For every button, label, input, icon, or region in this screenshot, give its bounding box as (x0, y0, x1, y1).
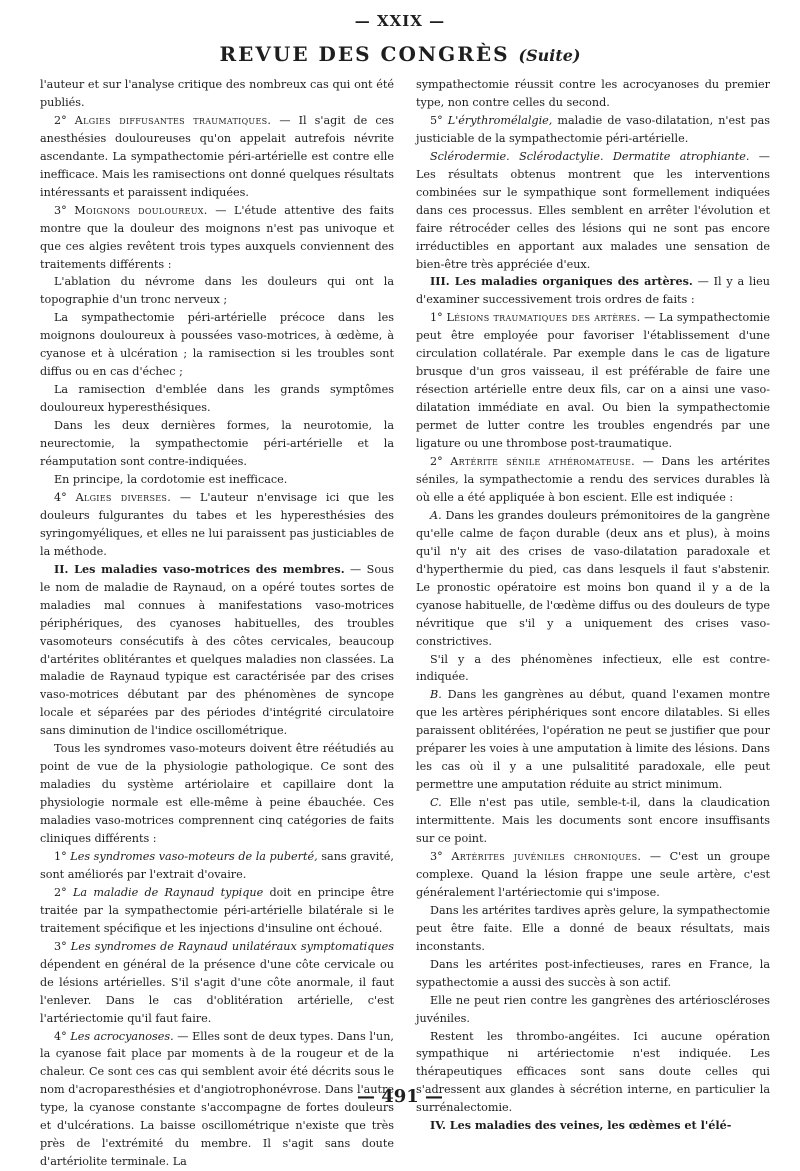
paragraph-text: — Il y a lieu d'examiner successivement trois ordres de faits : (416, 275, 770, 307)
paragraph: Elle ne peut rien contre les gangrènes des artérioscléroses juvéniles. (416, 993, 770, 1025)
paragraph: Dans les artérites tardives après gelure, la sympathectomie peut être faite. Elle a donné de beaux résultats, mais inconstants. (416, 903, 770, 953)
paragraph (416, 794, 770, 848)
paragraph: La sympathectomie péri-artérielle précoce dans les moignons douloureux à poussées vaso-motrices, à œdème, à cyanose et à ulcération ; la ramisection si les troubles sont diffus ou en cas d'échec ; (40, 311, 394, 379)
paragraph-text: — Il s'agit de ces anesthésies douloureuses qu'on appelait autrefois névrite ascendante. La sympathectomie péri-artérielle est contre elle inefficace. Mais les ramisections ont donné quelques résultats intéressants et paraissent indiquées. (40, 113, 394, 199)
section-heading: Artérites juvéniles chroniques. (451, 849, 642, 863)
paragraph-text: — Sous le nom de maladie de Raynaud, on a opéré toutes sortes de maladies mal connues à manifestations vaso-motrices périphériques, des cyanoses habituelles, des troubles vasomoteurs consécutifs à des côtes cervicales, beaucoup d'artérites oblitérantes et quelques maladies non classées. La maladie de Raynaud typique est caractérisée par des crises vaso-motrices débutant par des phénomènes de syncope locale et séparées par des périodes d'intégrité circulatoire sans diminution de l'indice oscillométrique. (40, 562, 394, 738)
paragraph-text: — C'est un groupe complexe. Quand la lésion frappe une seule artère, c'est généralement l'artériectomie qui s'impose. (416, 849, 770, 899)
paragraph (416, 686, 770, 794)
paragraph (40, 561, 394, 741)
paragraph-text: — L'auteur n'envisage ici que les douleurs fulgurantes du tabes et les hyperesthésies des syringomyéliques, et elles ne lui paraissent pas justiciables de la méthode. (40, 490, 394, 558)
section-heading: Les syndromes de Raynaud unilatéraux symptomatiques (70, 939, 394, 953)
left-column (40, 76, 394, 1171)
paragraph (40, 112, 394, 202)
item-number: 4° (54, 1029, 71, 1043)
paragraph-text: maladie de vaso-dilatation, n'est pas justiciable de la sympathectomie péri-artérielle. (416, 113, 770, 145)
right-column (416, 76, 770, 1135)
section-heading: Les acrocyanoses. (70, 1029, 174, 1043)
paragraph (416, 309, 770, 453)
paragraph (40, 202, 394, 274)
paragraph (416, 112, 770, 148)
paragraph: Tous les syndromes vaso-moteurs doivent être réétudiés au point de vue de la physiologie pathologique. Ce sont des maladies du système artériolaire et capillaire dont la physiologie normale est elle-même à peine ébauchée. Ces maladies vaso-motrices comprennent cinq catégories de faits cliniques différents : (40, 742, 394, 846)
paragraph-text: Elle n'est pas utile, semble-t-il, dans la claudication intermittente. Mais les documents sont encore insuffisants sur ce point. (416, 796, 770, 846)
section-heading: B. (430, 688, 442, 702)
section-heading: III. Les maladies organiques des artères. (430, 274, 693, 289)
section-heading: IV. Les maladies des veines, les œdèmes et l'élé- (430, 1118, 732, 1133)
section-heading: Algies diverses. (75, 490, 172, 504)
section-heading: Artérite sénile athéromateuse. (450, 455, 635, 469)
paragraph: sympathectomie réussit contre les acrocyanoses du premier type, non contre celles du second. (416, 78, 770, 109)
item-number: 2° (54, 885, 73, 899)
paragraph (416, 273, 770, 309)
paragraph-text: — L'étude attentive des faits montre que la douleur des moignons n'est pas univoque et que ces algies revêtent trois types auxquels conviennent des traitements différents : (40, 203, 394, 271)
section-heading: A. (430, 508, 442, 522)
section-heading: Moignons douloureux. (74, 203, 208, 217)
running-head-title: REVUE DES CONGRÈS (219, 42, 510, 66)
paragraph-text: Dans les grandes douleurs prémonitoires de la gangrène qu'elle calme de façon durable (deux ans et plus), à moins qu'il n'y ait des crises de vaso-dilatation paradoxale et d'hyperthermie du pied, cas dans lesquels il faut s'abstenir. Le pronostic opératoire est moins bon quand il y a de la cyanose habituelle, de l'œdème diffus ou des douleurs de type névritique que s'il y a uniquement des crises vaso-constrictives. (416, 508, 770, 648)
item-number: 1° (430, 311, 447, 325)
paragraph: En principe, la cordotomie est inefficace. (54, 472, 288, 486)
paragraph (40, 848, 394, 884)
roman-page-number: — XXIX — (354, 12, 446, 30)
paragraph (416, 507, 770, 651)
item-number: 4° (54, 490, 76, 504)
paragraph-text: — La sympathectomie peut être employée pour favoriser l'établissement d'une circulation collatérale. Par exemple dans le cas de ligature brusque d'un gros vaisseau, il est préférable de faire une résection artérielle entre deux fils, car on a ainsi une vaso-dilatation immédiate en aval. Ou bien la sympathectomie permet de lutter contre les troubles engendrés par une ligature ou une thrombose post-traumatique. (416, 311, 770, 451)
item-number: 2° (54, 113, 75, 127)
section-heading: Algies diffusantes traumatiques. (74, 113, 272, 127)
paragraph: Dans les artérites post-infectieuses, rares en France, la sypathectomie a aussi des succès à son actif. (416, 957, 770, 989)
running-head-suite: (Suite) (518, 46, 581, 65)
running-head (0, 42, 800, 66)
section-heading: Sclérodermie. Sclérodactylie. Dermatite atrophiante. (430, 149, 750, 163)
paragraph: L'ablation du névrome dans les douleurs qui ont la topographie d'un tronc nerveux ; (40, 275, 394, 307)
paragraph-text: Dans les gangrènes au début, quand l'examen montre que les artères périphériques sont encore dilatables. Si elles paraissent oblitérées, l'opération ne peut se justifier que pour préparer les voies à une amputation à limite des lésions. Dans les cas où il y a une pulsalitité paradoxale, elle peut permettre une amputation réduite au strict minimum. (416, 688, 770, 792)
item-number: 1° (54, 849, 71, 863)
item-number: 3° (430, 849, 452, 863)
section-heading: La maladie de Raynaud typique (72, 885, 264, 899)
paragraph-text: — Elles sont de deux types. Dans l'un, la cyanose fait place par moments à de la rougeur et de la chaleur. Ce sont ces cas qui semblent avoir été décrits sous le nom d'acroparesthésies et d'angiotrophonévrose. Dans l'autre type, la cyanose constante s'accompagne de fortes douleurs et d'ulcérations. La baisse oscillométrique n'existe que très près de l'extrémité du membre. Il s'agit sans doute d'artériolite terminale. La (40, 1029, 394, 1169)
item-number: 5° (430, 113, 448, 127)
section-heading: C. (430, 796, 442, 810)
paragraph-text: sans gravité, sont améliorés par l'extrait d'ovaire. (40, 849, 394, 881)
paragraph (416, 148, 770, 274)
paragraph (40, 884, 394, 938)
section-heading: II. Les maladies vaso-motrices des membres. (54, 561, 345, 576)
section-heading: Les syndromes vaso-moteurs de la puberté, (70, 849, 318, 863)
section-heading: L'érythromélalgie, (447, 113, 553, 127)
paragraph-text: — Dans les artérites séniles, la sympathectomie a rendu des services durables là où elle a été appliquée à bon escient. Elle est indiquée : (416, 455, 770, 504)
paragraph-text: doit en principe être traitée par la sympathectomie péri-artérielle bilatérale si le traitement spécifique et les injections d'insuline ont échoué. (40, 885, 394, 935)
item-number: 3° (54, 939, 71, 953)
paragraph (416, 453, 770, 507)
paragraph: S'il y a des phénomènes infectieux, elle est contre-indiquée. (416, 652, 770, 684)
paragraph: l'auteur et sur l'analyse critique des nombreux cas qui ont été publiés. (40, 78, 394, 109)
paragraph (40, 489, 394, 561)
item-number: 2° (430, 455, 451, 469)
paragraph (416, 848, 770, 902)
paragraph (40, 938, 394, 1028)
paragraph-text: dépendent en général de la présence d'une côte cervicale ou de lésions artérielles. S'il s'agit d'une côte anormale, il faut l'enlever. Dans le cas d'oblitération artérielle, c'est l'artériectomie qu'il faut faire. (40, 957, 394, 1025)
section-heading: Lésions traumatiques des artères. (446, 311, 641, 325)
paragraph-text: — Les résultats obtenus montrent que les interventions combinées sur le sympathique sont formellement indiquées dans ces processus. Elles semblent en arrêter l'évolution et faire rétrocéder celles des lésions qui ne sont pas encore irréductibles en apportant aux malades une sensation de bien-être très appréciée d'eux. (416, 149, 770, 271)
item-number: 3° (54, 203, 75, 217)
paragraph: Dans les deux dernières formes, la neurotomie, la neurectomie, la sympathectomie péri-artérielle et la réamputation sont contre-indiquées. (40, 419, 394, 469)
paragraph: Restent les thrombo-angéites. Ici aucune opération sympathique ni artériectomie n'est indiquée. Les thérapeutiques efficaces sont sans doute celles qui s'adressent aux glandes à sécrétion interne, en particulier la surrénalectomie. (416, 1029, 770, 1115)
page-number: — 491 — (356, 1086, 444, 1107)
paragraph: La ramisection d'emblée dans les grands symptômes douloureux hyperesthésiques. (40, 383, 394, 415)
